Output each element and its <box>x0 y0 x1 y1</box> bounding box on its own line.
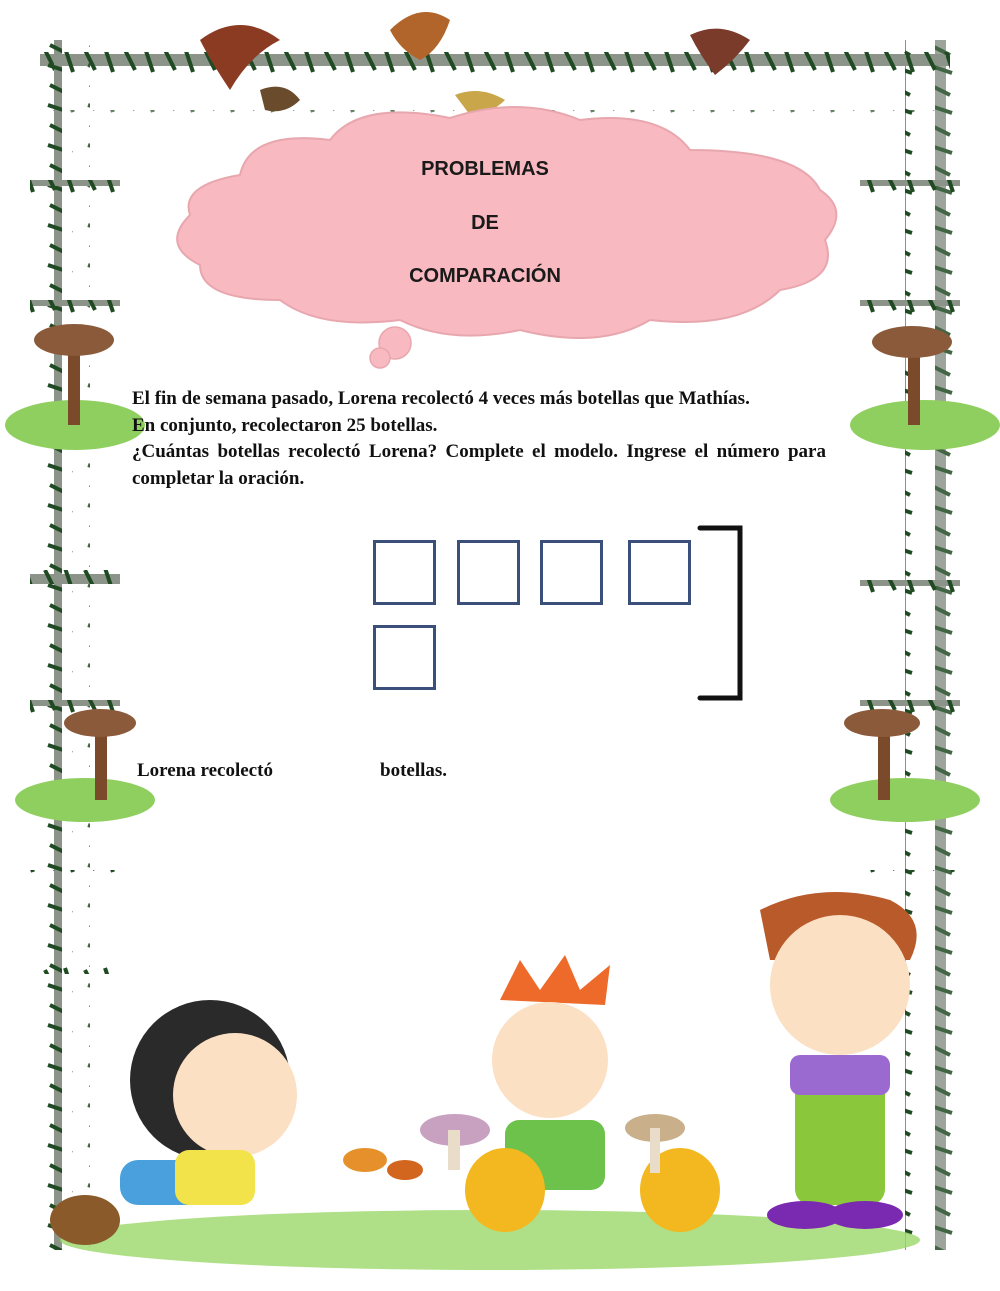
problem-sentence-2: En conjunto, recolectaron 25 botellas. <box>132 414 438 436</box>
answer-suffix: botellas. <box>380 760 448 781</box>
answer-prefix: Lorena recolectó <box>137 760 273 781</box>
answer-input[interactable] <box>302 758 372 784</box>
model-bracket <box>700 528 740 698</box>
model-box-2[interactable] <box>457 540 520 605</box>
children-illustration <box>50 892 920 1270</box>
problem-sentence-3: ¿Cuántas botellas recolectó Lorena? Complete el modelo. Ingrese el número para completar la oración. <box>132 441 826 489</box>
problem-sentence-1: El fin de semana pasado, Lorena recolectó 4 veces más botellas que Mathías. <box>132 388 750 409</box>
title-cloud <box>177 107 836 368</box>
model-box-1[interactable] <box>373 540 436 605</box>
mushroom-left-upper <box>5 324 145 450</box>
model-box-5[interactable] <box>373 625 436 690</box>
frame-top <box>40 52 950 74</box>
title-line-2: DE <box>471 212 499 234</box>
frame-right <box>905 40 927 1250</box>
frame-left <box>40 40 62 1250</box>
title-line-3: COMPARACIÓN <box>409 265 561 287</box>
title-line-1: PROBLEMAS <box>421 158 549 180</box>
model-box-3[interactable] <box>540 540 603 605</box>
model-box-4[interactable] <box>628 540 691 605</box>
problem-statement <box>132 386 826 492</box>
